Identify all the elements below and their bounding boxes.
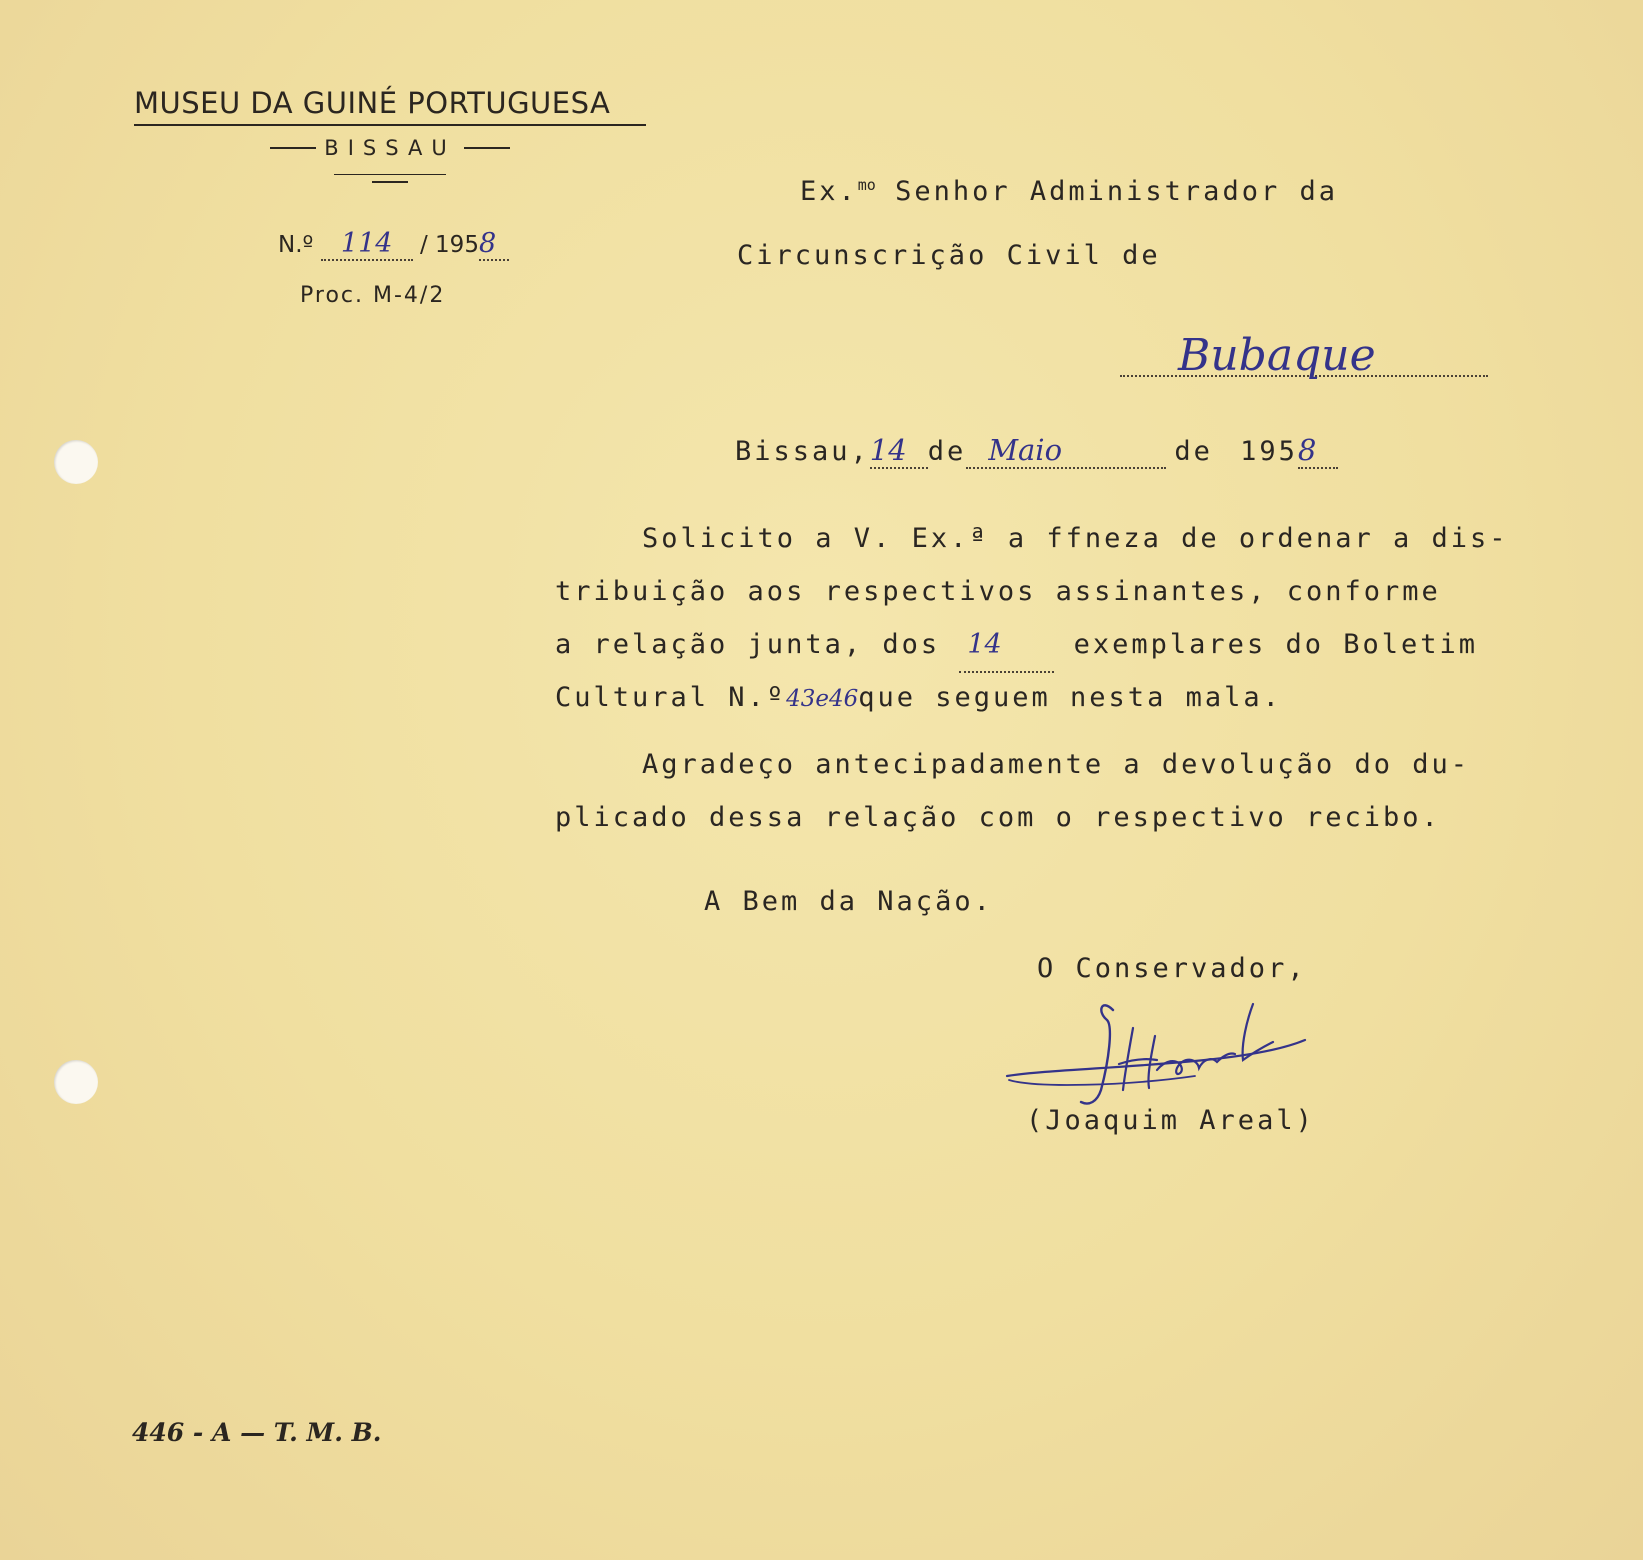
addressee-title	[800, 176, 1338, 207]
reference-year-printed: 195	[435, 232, 479, 258]
body-p1-line-3-end: exemplares do Boletim	[1073, 629, 1479, 660]
body-p1-line-3	[555, 618, 1495, 671]
body-p1-line-4-end: que seguem nesta mala.	[858, 682, 1282, 713]
handwritten-signature	[1005, 990, 1335, 1120]
letterhead-rule	[334, 174, 446, 175]
bulletin-issue-number: 43e46	[786, 686, 859, 712]
body-p2-line-1: Agradeço antecipadamente a devolução do du-	[642, 749, 1470, 780]
paragraph-gap	[555, 724, 1495, 738]
date-de-1: de	[927, 436, 967, 467]
date-de-2: de	[1174, 436, 1213, 467]
reference-number-slash: /	[419, 232, 428, 258]
addressee-line-2: Circunscrição Civil de	[737, 240, 1161, 271]
closing-salutation: A Bem da Nação.	[704, 886, 993, 917]
reference-year-field	[479, 228, 509, 261]
letterhead-city-line	[134, 136, 646, 160]
body-p1-line-1: Solicito a V. Ex.ª a ffneza de ordenar a dis-	[642, 523, 1509, 554]
reference-number-field	[321, 228, 413, 261]
reference-year-value: 8	[478, 228, 497, 259]
date-year: 8	[1297, 433, 1317, 467]
form-code: 446 - A — T. M. B.	[132, 1418, 382, 1447]
letter-body	[555, 512, 1509, 844]
signer-title: O Conservador,	[1037, 953, 1307, 984]
body-p1-line-4	[555, 671, 1495, 724]
body-p1-line-3-start: a relação junta, dos	[555, 629, 941, 660]
reference-number-prefix: N.º	[278, 232, 314, 258]
dash-right	[464, 147, 510, 149]
reference-number-value: 114	[340, 228, 393, 259]
addressee-place-field	[1120, 315, 1488, 381]
body-p2-line-2: plicado dessa relação com o respectivo recibo.	[555, 802, 1441, 833]
institution-name: MUSEU DA GUINÉ PORTUGUESA	[134, 86, 646, 126]
reference-number	[278, 228, 509, 261]
addressee-title-sup: mo	[857, 176, 876, 194]
letterhead	[134, 86, 646, 175]
addressee-title-rest: Senhor Administrador da	[875, 176, 1338, 207]
date-line	[735, 433, 1338, 469]
addressee-place: Bubaque	[1178, 330, 1376, 381]
date-month: Maio	[988, 433, 1063, 467]
punch-hole-bottom	[54, 1060, 98, 1104]
date-month-field	[966, 433, 1166, 469]
copies-count-field	[959, 618, 1054, 673]
date-year-field	[1298, 433, 1338, 469]
punch-hole-top	[54, 440, 98, 484]
process-reference: Proc. M-4/2	[300, 283, 446, 308]
body-p1-line-4-start: Cultural N.º	[555, 682, 787, 713]
letterhead-city: BISSAU	[324, 136, 456, 160]
dash-left	[270, 147, 316, 149]
date-year-printed: 195	[1240, 436, 1298, 467]
date-day: 14	[869, 433, 907, 467]
body-p1-line-2: tribuição aos respectivos assinantes, conforme	[555, 576, 1441, 607]
date-day-field	[870, 433, 928, 469]
copies-count: 14	[967, 629, 1002, 660]
signer-name: (Joaquim Areal)	[1026, 1105, 1315, 1136]
date-city: Bissau,	[735, 436, 870, 467]
addressee-title-abbrev: Ex.	[800, 176, 858, 207]
